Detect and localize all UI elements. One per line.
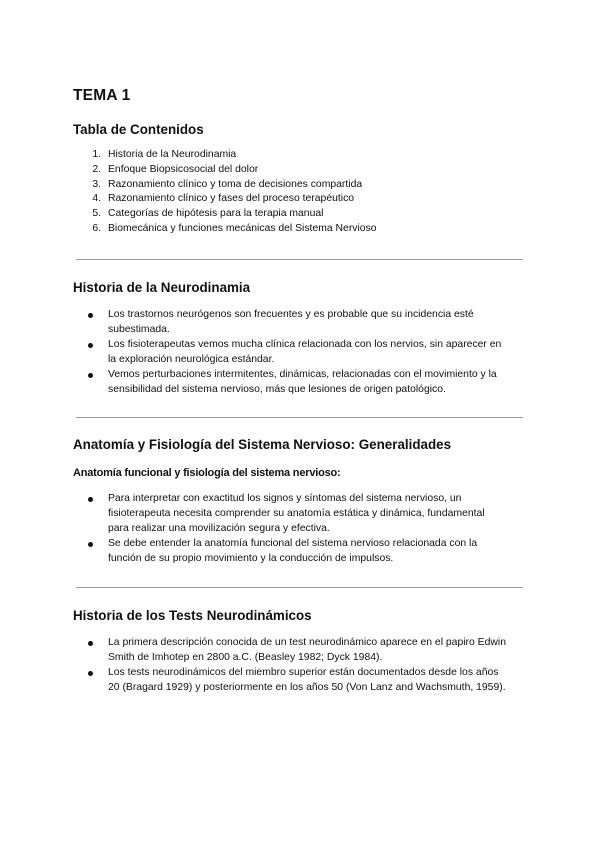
list-item (88, 338, 528, 368)
bullet-list (88, 308, 528, 397)
toc-item-label: Enfoque Biopsicosocial del dolor (108, 163, 259, 175)
section-heading-anatomia-fisiologia: Anatomía y Fisiología del Sistema Nervioso: Generalidades (73, 437, 452, 452)
list-item (88, 308, 528, 338)
bullet-list (88, 492, 528, 567)
toc-item-number: 2. (92, 163, 101, 175)
bullet-list (88, 636, 528, 696)
bullet-icon (88, 497, 93, 502)
toc-item-label: Biomecánica y funciones mecánicas del Sistema Nervioso (108, 222, 377, 234)
toc-item-number: 4. (92, 193, 101, 205)
toc-item[interactable] (85, 222, 525, 237)
toc-item[interactable] (85, 207, 525, 222)
toc-item-number: 6. (92, 222, 101, 234)
section-subheading: Anatomía funcional y fisiología del sistema nervioso: (73, 467, 341, 479)
list-item-text: La primera descripción conocida de un test neurodinámico aparece en el papiro Edwin Smith de Imhotep en 2800 a.C. (Beasley 1982; Dyck 1984). (108, 637, 506, 663)
list-item-text: Los tests neurodinámicos del miembro superior están documentados desde los años 20 (Bragard 1929) y posteriormente en los años 50 (Von Lanz and Wachsmuth, 1959). (108, 666, 506, 693)
list-item-text: Se debe entender la anatomía funcional del sistema nervioso relacionada con la función de su propio movimiento y la conducción de impulsos. (108, 537, 478, 564)
list-item (88, 636, 528, 666)
toc-item-label: Categorías de hipótesis para la terapia manual (108, 208, 324, 220)
list-item-text: Vemos perturbaciones intermitentes, dinámicas, relacionadas con el movimiento y la sensibilidad del sistema nervioso, más que lesiones de origen patológico. (108, 368, 497, 395)
toc-item-label: Razonamiento clínico y fases del proceso terapéutico (108, 193, 355, 205)
toc-item-label: Razonamiento clínico y toma de decisiones compartida (108, 178, 363, 190)
bullet-icon (88, 343, 93, 348)
list-item (88, 537, 528, 567)
list-item (88, 666, 528, 696)
toc-item-label: Historia de la Neurodinamia (108, 149, 237, 160)
horizontal-rule (76, 587, 523, 588)
toc-heading: Tabla de Contenidos (73, 122, 204, 137)
toc-item-number: 5. (92, 208, 101, 220)
toc-item[interactable] (85, 178, 525, 193)
list-item-text: Para interpretar con exactitud los signos y síntomas del sistema nervioso, un fisioterapeuta necesita comprender su anatomía estática y dinámica, fundamental para realizar una movilización segura y efectiva. (108, 493, 485, 534)
bullet-icon (88, 373, 93, 378)
horizontal-rule (76, 417, 523, 418)
section-heading-historia-tests: Historia de los Tests Neurodinámicos (73, 608, 312, 623)
toc-item[interactable] (85, 163, 525, 178)
bullet-icon (88, 313, 93, 318)
list-item (88, 492, 528, 537)
document-title: TEMA 1 (73, 87, 131, 104)
bullet-icon (88, 641, 93, 646)
bullet-icon (88, 671, 93, 676)
horizontal-rule (76, 259, 523, 260)
list-item (88, 368, 528, 398)
list-item-text: Los trastornos neurógenos son frecuentes y es probable que su incidencia esté subestimada. (108, 309, 474, 335)
section-heading-historia-neurodinamia: Historia de la Neurodinamia (73, 280, 251, 295)
toc-list (85, 148, 525, 237)
toc-item-number: 3. (92, 178, 101, 190)
list-item-text: Los fisioterapeutas vemos mucha clínica relacionada con los nervios, sin aparecer en la exploración neurológica estándar. (108, 338, 502, 365)
toc-item-number: 1. (92, 149, 101, 160)
toc-item[interactable] (85, 192, 525, 207)
toc-item[interactable] (85, 148, 525, 163)
bullet-icon (88, 542, 93, 547)
